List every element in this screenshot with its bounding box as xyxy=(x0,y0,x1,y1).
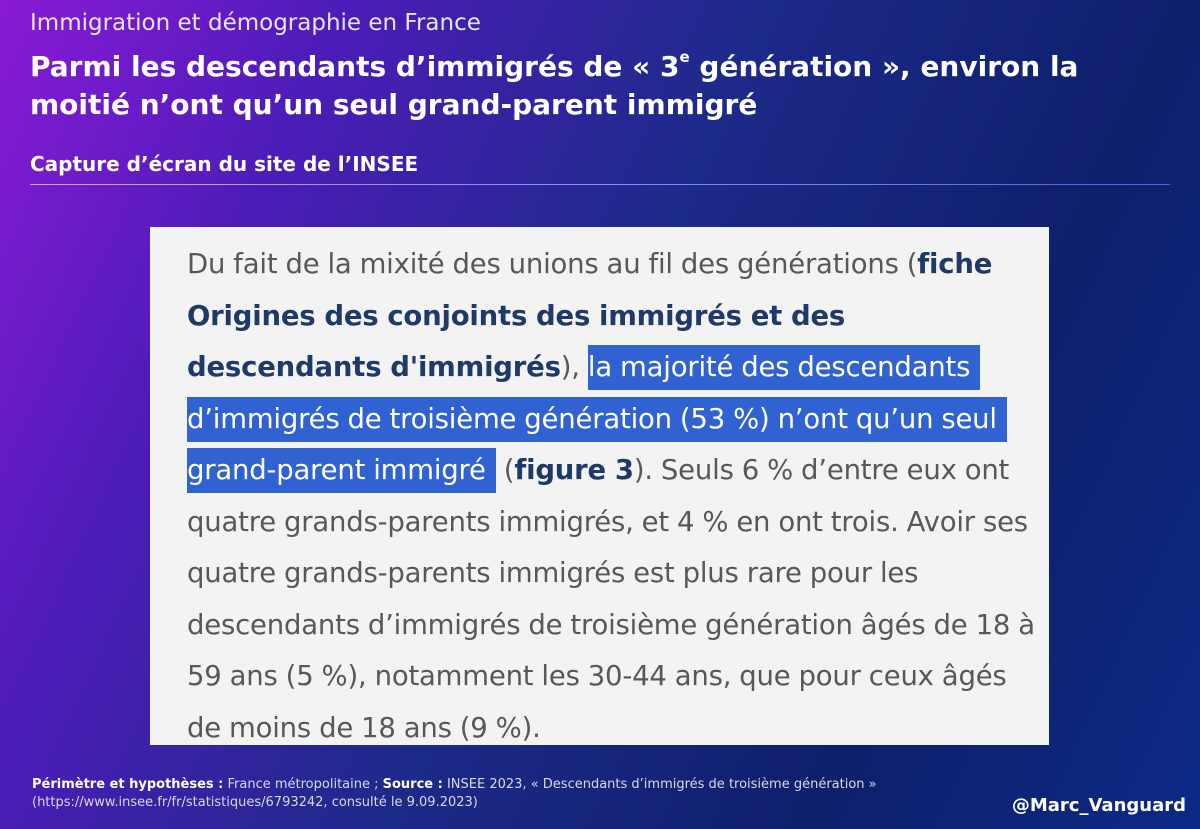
source-url: (https://www.insee.fr/fr/statistiques/6793242, consulté le 9.09.2023) xyxy=(32,795,478,810)
page-title xyxy=(30,48,1150,124)
insee-screenshot xyxy=(150,227,1049,745)
scope-label: Périmètre et hypothèses : xyxy=(32,777,224,792)
paragraph-connector: ), xyxy=(560,351,588,383)
highlighted-text: la majorité des descendants d’immigrés de troisième génération (53 %) n’ont qu’un seul grand-parent immigré xyxy=(187,345,1007,493)
paragraph-connector-2: ( xyxy=(495,454,515,486)
paragraph-rest: ). Seuls 6 % d’entre eux ont quatre grands-parents immigrés, et 4 % en ont trois. Avoir ses quatre grands-parents immigrés est plus rare pour les descendants d’immigrés de troisième génération âgés de 18 à 59 ans (5 %), notamment les 30-44 ans, que pour ceux âgés de moins de 18 ans (9 %). xyxy=(187,454,1035,744)
paragraph-intro: Du fait de la mixité des unions au fil des générations ( xyxy=(187,248,918,280)
title-part-1: Parmi les descendants d’immigrés de « 3 xyxy=(30,50,680,83)
supertitle: Immigration et démographie en France xyxy=(30,10,481,36)
title-superscript: e xyxy=(679,48,690,66)
source-footnote xyxy=(32,776,932,812)
section-subtitle: Capture d’écran du site de l’INSEE xyxy=(30,152,419,176)
link-figure-3[interactable]: figure 3 xyxy=(514,454,634,486)
divider xyxy=(30,184,1170,185)
source-label: Source : xyxy=(382,777,443,792)
author-handle: @Marc_Vanguard xyxy=(1011,795,1186,816)
source-value: INSEE 2023, « Descendants d’immigrés de troisième génération » xyxy=(442,777,877,792)
link-fiche-origines[interactable]: fiche Origines des conjoints des immigrés et des descendants d'immigrés xyxy=(187,248,993,383)
scope-value: France métropolitaine ; xyxy=(223,777,383,792)
title-part-2: génération », environ la moitié n’ont qu’un seul grand-parent immigré xyxy=(30,50,1079,121)
insee-paragraph xyxy=(187,239,1037,754)
